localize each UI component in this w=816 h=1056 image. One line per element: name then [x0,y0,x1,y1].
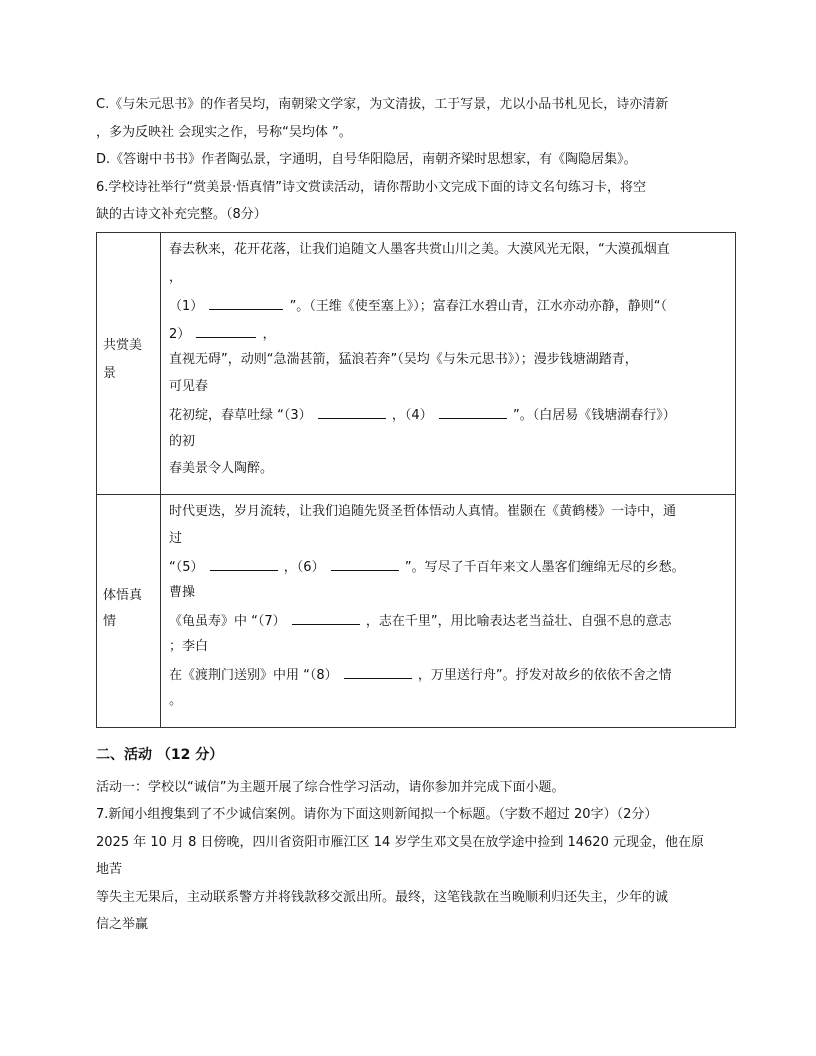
row-content-scenery [161,233,736,495]
question-6-line-2: 缺的古诗文补充完整。（8分） [96,207,267,222]
blank-number-3: 花初绽，春草吐绿 “（3） [169,408,312,423]
content-line: ， [169,270,183,285]
content-line: ；李白 [169,639,209,654]
blank-number-1: （1） [169,299,204,314]
activity-1-line: 活动一：学校以“诚信”为主题开展了综合性学习活动，请你参加并完成下面小题。 [96,780,565,795]
row-content-emotion [161,495,736,728]
content-text: ， [262,327,276,342]
content-line: 直视无碍”，动则“急湍甚箭，猛浪若奔”（吴均《与朱元思书》）；漫步钱塘湖踏青， [169,352,638,367]
content-line [169,405,676,425]
content-line [169,665,672,685]
blank-number-4: ，（4） [391,408,433,423]
content-line: 曹操 [169,585,196,600]
answer-blank-4[interactable] [439,405,507,419]
option-c-line-1: C.《与朱元思书》的作者吴均，南朝梁文学家，为文清拔，工于写景，尤以小品书札见长，诗亦清新 [96,97,669,112]
blank-number-6: ，（6） [283,560,325,575]
blank-number-5: “（5） [169,560,204,575]
table-row-scenery [97,233,736,495]
content-line [169,296,667,316]
content-line [169,611,672,631]
content-text: ，志在千里”，用比喻表达老当益壮、自强不息的意志 [365,614,672,629]
content-line [169,324,276,344]
option-d-line: D.《答谢中书书》作者陶弘景，字通明，自号华阳隐居，南朝齐梁时思想家，有《陶隐居集》。 [96,152,637,167]
option-c-line-2: ，多为反映社 会现实之作，号称“吴均体 ”。 [96,125,352,140]
answer-blank-5[interactable] [210,557,278,571]
answer-blank-3[interactable] [318,405,386,419]
news-line-3: 等失主无果后，主动联系警方并将钱款移交派出所。最终，这笔钱款在当晚顺利归还失主，少年的诚 [96,890,669,905]
question-7-line: 7.新闻小组搜集到了不少诚信案例。请你为下面这则新闻拟一个标题。（字数不超过 20字）（2分） [96,807,658,822]
content-line: 可见春 [169,379,209,394]
answer-blank-7[interactable] [292,611,360,625]
row-label-scenery [97,233,161,495]
content-line: 春美景令人陶醉。 [169,461,274,476]
news-line-4: 信之举赢 [96,917,149,932]
content-line: 。 [169,693,183,708]
content-line: 的初 [169,434,196,449]
row-label-text-2: 情 [103,614,117,629]
news-line-2: 地苦 [96,862,123,877]
content-line: 过 [169,531,183,546]
blank-number-8: 在《渡荆门送别》中用 “（8） [169,668,338,683]
poetry-practice-card [96,232,736,728]
answer-blank-2[interactable] [196,324,256,338]
section-2-title: 二、活动 （12 分） [96,747,224,763]
row-label-emotion [97,495,161,728]
answer-blank-8[interactable] [344,665,412,679]
content-line: 春去秋来，花开花落，让我们追随文人墨客共赏山川之美。大漠风光无限，“大漠孤烟直 [169,242,670,257]
content-text: ，万里送行舟”。抒发对故乡的依依不舍之情 [417,668,672,683]
blank-number-7: 《龟虽寿》中 “（7） [169,614,286,629]
row-label-text-1: 共赏美 [103,338,143,353]
content-line: 时代更迭，岁月流转，让我们追随先贤圣哲体悟动人真情。崔颢在《黄鹤楼》一诗中，通 [169,504,677,519]
blank-number-2: 2） [169,327,191,342]
content-text: ”。写尽了千百年来文人墨客们缠绵无尽的乡愁。 [404,560,685,575]
row-label-text-1: 体悟真 [103,588,143,603]
answer-blank-6[interactable] [331,557,399,571]
table-row-emotion [97,495,736,728]
row-label-text-2: 景 [103,366,117,381]
content-text: ”。（白居易《钱塘湖春行》） [512,408,676,423]
answer-blank-1[interactable] [209,296,283,310]
news-line-1: 2025 年 10 月 8 日傍晚，四川省资阳市雁江区 14 岁学生邓文昊在放学途中捡到 14620 元现金，他在原 [96,835,704,850]
question-6-line-1: 6.学校诗社举行“赏美景·悟真情”诗文赏读活动，请你帮助小文完成下面的诗文名句练习卡，将空 [96,180,647,195]
content-line [169,557,685,577]
content-text: ”。（王维《使至塞上》）；富春江水碧山青，江水亦动亦静，静则“（ [289,299,668,314]
